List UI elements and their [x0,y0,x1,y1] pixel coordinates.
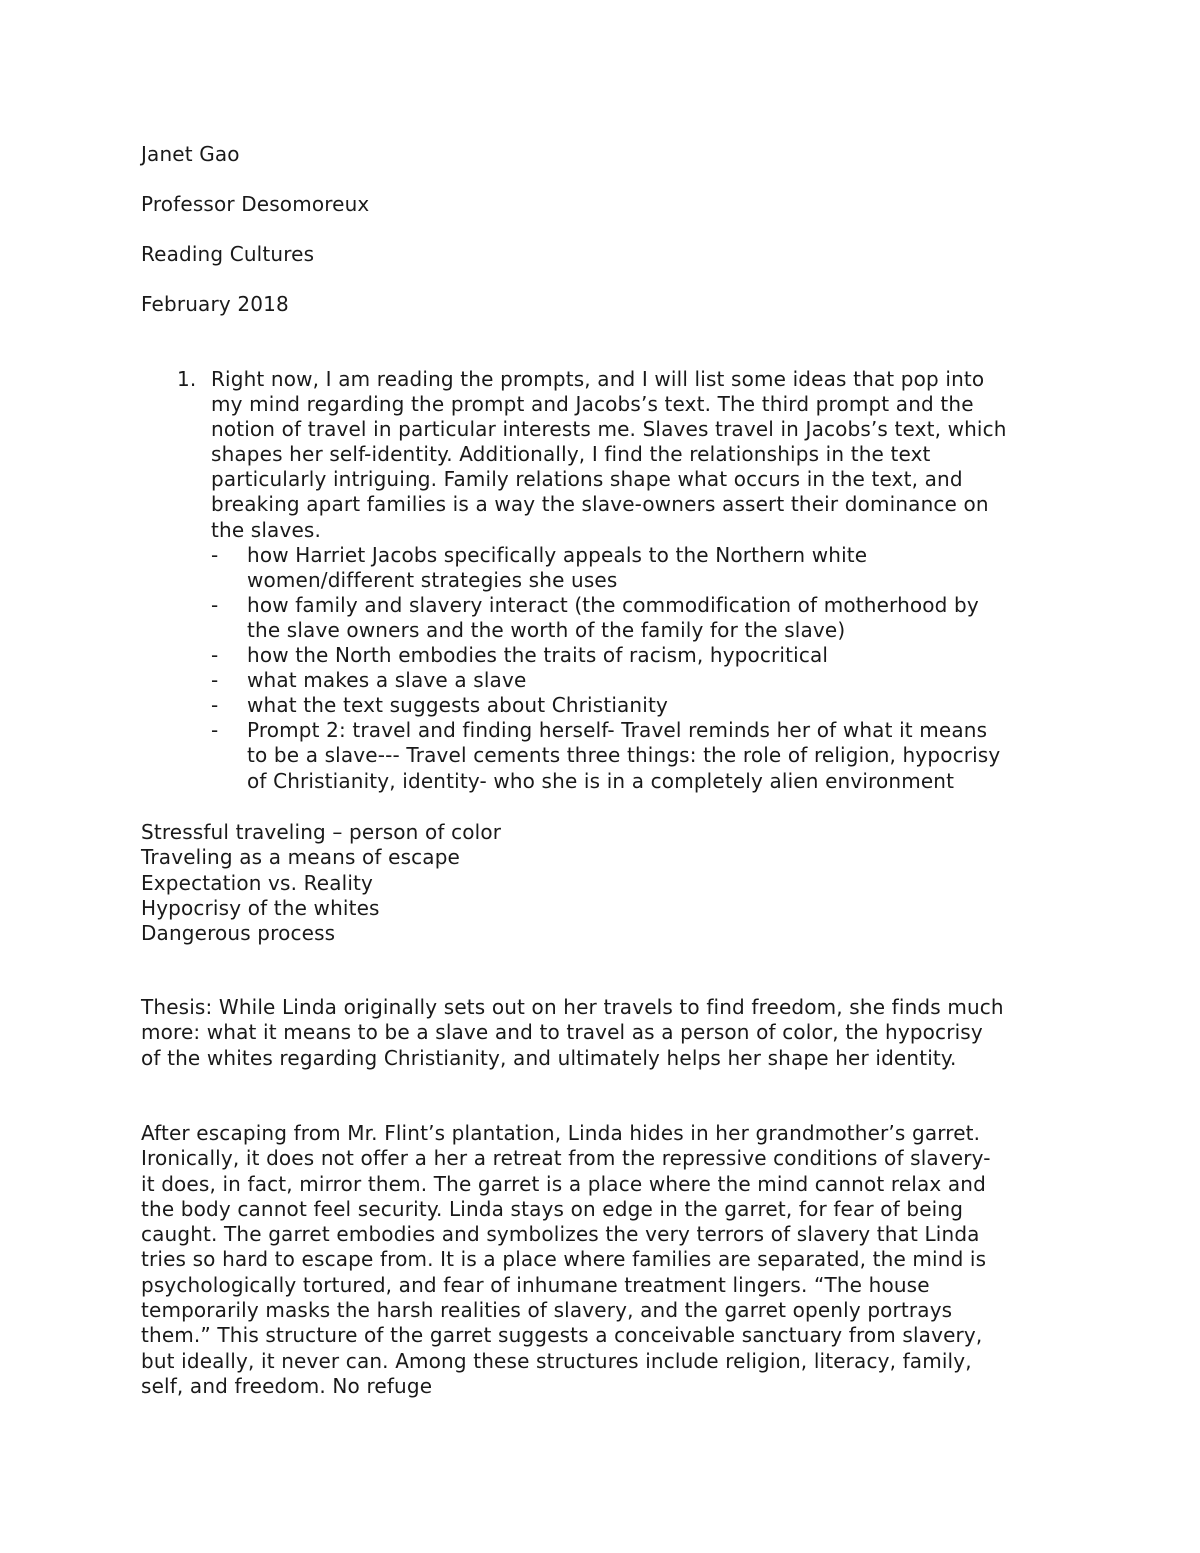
dash-marker: - [211,718,219,743]
thesis-statement: Thesis: While Linda originally sets out on her travels to find freedom, she finds much more: what it means to be a slave and to travel as a person of color, the hypocrisy of the whites regarding Christianity, and ultimately helps her shape her identity. [141,995,1004,1070]
bullet-text: Prompt 2: travel and finding herself- Travel reminds her of what it means to be a slave--- Travel cements three things: the role of religion, hypocrisy of Christianity, identity- who she is in a completely alien environment [247,718,1001,793]
bullet-text: what makes a slave a slave [247,668,527,693]
professor-name: Professor Desomoreux [141,192,370,216]
dash-marker: - [211,542,219,567]
list-item [211,643,1071,668]
author-name: Janet Gao [141,142,240,166]
body-paragraph: After escaping from Mr. Flint’s plantation, Linda hides in her grandmother’s garret. Ironically, it does not offer a her a retreat from the repressive conditions of slavery- it does, in fact, mirror them. The garret is a place where the mind cannot relax and the body cannot feel security. Linda stays on edge in the garret, for fear of being caught. The garret embodies and symbolizes the very terrors of slavery that Linda tries so hard to escape from. It is a place where families are separated, the mind is psychologically tortured, and fear of inhumane treatment lingers. “The house temporarily masks the harsh realities of slavery, and the garret openly portrays them.” This structure of the garret suggests a conceivable sanctuary from slavery, but ideally, it never can. Among these structures include religion, literacy, family, self, and freedom. No refuge [141,1121,991,1398]
dash-marker: - [211,668,219,693]
dash-marker: - [211,643,219,668]
course-name: Reading Cultures [141,242,315,266]
dash-marker: - [211,693,219,718]
list-item-content [211,367,1071,794]
bullet-text: how family and slavery interact (the commodification of motherhood by the slave owners and the worth of the family for the slave) [247,592,979,642]
list-item [211,593,1071,643]
list-item [211,543,1071,593]
bullet-text: how Harriet Jacobs specifically appeals to the Northern white women/different strategies she uses [247,542,868,592]
bullet-text: how the North embodies the traits of racism, hypocritical [247,643,829,668]
notes-list: Stressful traveling – person of color Traveling as a means of escape Expectation vs. Reality Hypocrisy of the whites Dangerous process [141,820,502,946]
bullet-list [211,543,1071,794]
list-item [211,718,1071,793]
list-item [211,668,1071,693]
item-paragraph: Right now, I am reading the prompts, and I will list some ideas that pop into my mind regarding the prompt and Jacobs’s text. The third prompt and the notion of travel in particular interests me. Slaves travel in Jacobs’s text, which shapes her self-identity. Additionally, I find the relationships in the text particularly intriguing. Family relations shape what occurs in the text, and breaking apart families is a way the slave-owners assert their dominance on the slaves. [211,367,1007,542]
bullet-text: what the text suggests about Christianity [247,693,668,718]
list-item [211,693,1071,718]
list-number: 1. [177,367,197,391]
dash-marker: - [211,592,219,617]
document-date: February 2018 [141,292,289,316]
